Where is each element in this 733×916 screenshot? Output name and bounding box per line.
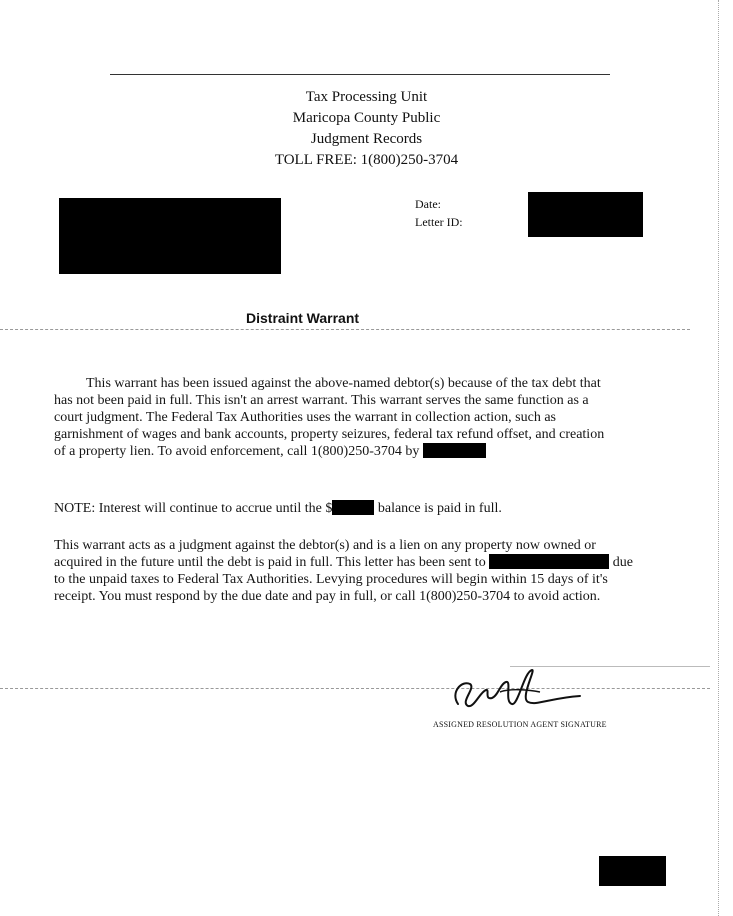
warrant-text: This warrant has been issued against the above-named debtor(s) because of the tax debt that has not been paid in full. This isn't an arrest warrant. This warrant serves the same function as a court judgment. The Federal Tax Authorities uses the warrant in collection action, such as garnishment of wages and bank accounts, property seizures, federal tax refund offset, and creation of a property lien. To avoid enforcement, call 1(800)250-3704 by	[54, 376, 605, 459]
lien-text-end: due to the unpaid taxes to Federal Tax Authorities. Levying procedures will begin within 15 days of it's receipt. You must respond by the due date and pay in full, or call 1(800)250-3704 to avoid action.	[54, 555, 633, 604]
signature-caption: ASSIGNED RESOLUTION AGENT SIGNATURE	[433, 720, 607, 729]
redacted-balance	[332, 500, 374, 515]
letter-id-label: Letter ID:	[415, 215, 463, 229]
redacted-footer-code	[599, 856, 666, 886]
paragraph-lien	[54, 537, 639, 605]
header-records: Judgment Records	[310, 131, 423, 147]
document-title: Distraint Warrant	[246, 310, 360, 326]
header-agency: Tax Processing Unit	[305, 89, 428, 105]
redacted-address	[59, 198, 281, 274]
bottom-dashed-rule	[0, 688, 710, 689]
header-phone: TOLL FREE: 1(800)250-3704	[274, 152, 459, 168]
handwritten-signature	[440, 662, 590, 712]
top-rule	[110, 74, 610, 75]
note-prefix: NOTE: Interest will continue to accrue until the $	[54, 501, 333, 516]
date-label: Date:	[415, 197, 441, 211]
header-county: Maricopa County Public	[292, 110, 441, 126]
title-rule	[0, 329, 690, 330]
redacted-letter-id	[528, 192, 643, 237]
paragraph-note	[54, 500, 634, 517]
redacted-due-date	[423, 443, 486, 458]
note-suffix: balance is paid in full.	[377, 501, 502, 516]
paragraph-warrant	[54, 375, 614, 460]
lien-text-start: This warrant acts as a judgment against the debtor(s) and is a lien on any property now owned or acquired in the future until the debt is paid in full. This letter has been sent to	[54, 538, 596, 570]
redacted-recipient	[489, 554, 609, 569]
